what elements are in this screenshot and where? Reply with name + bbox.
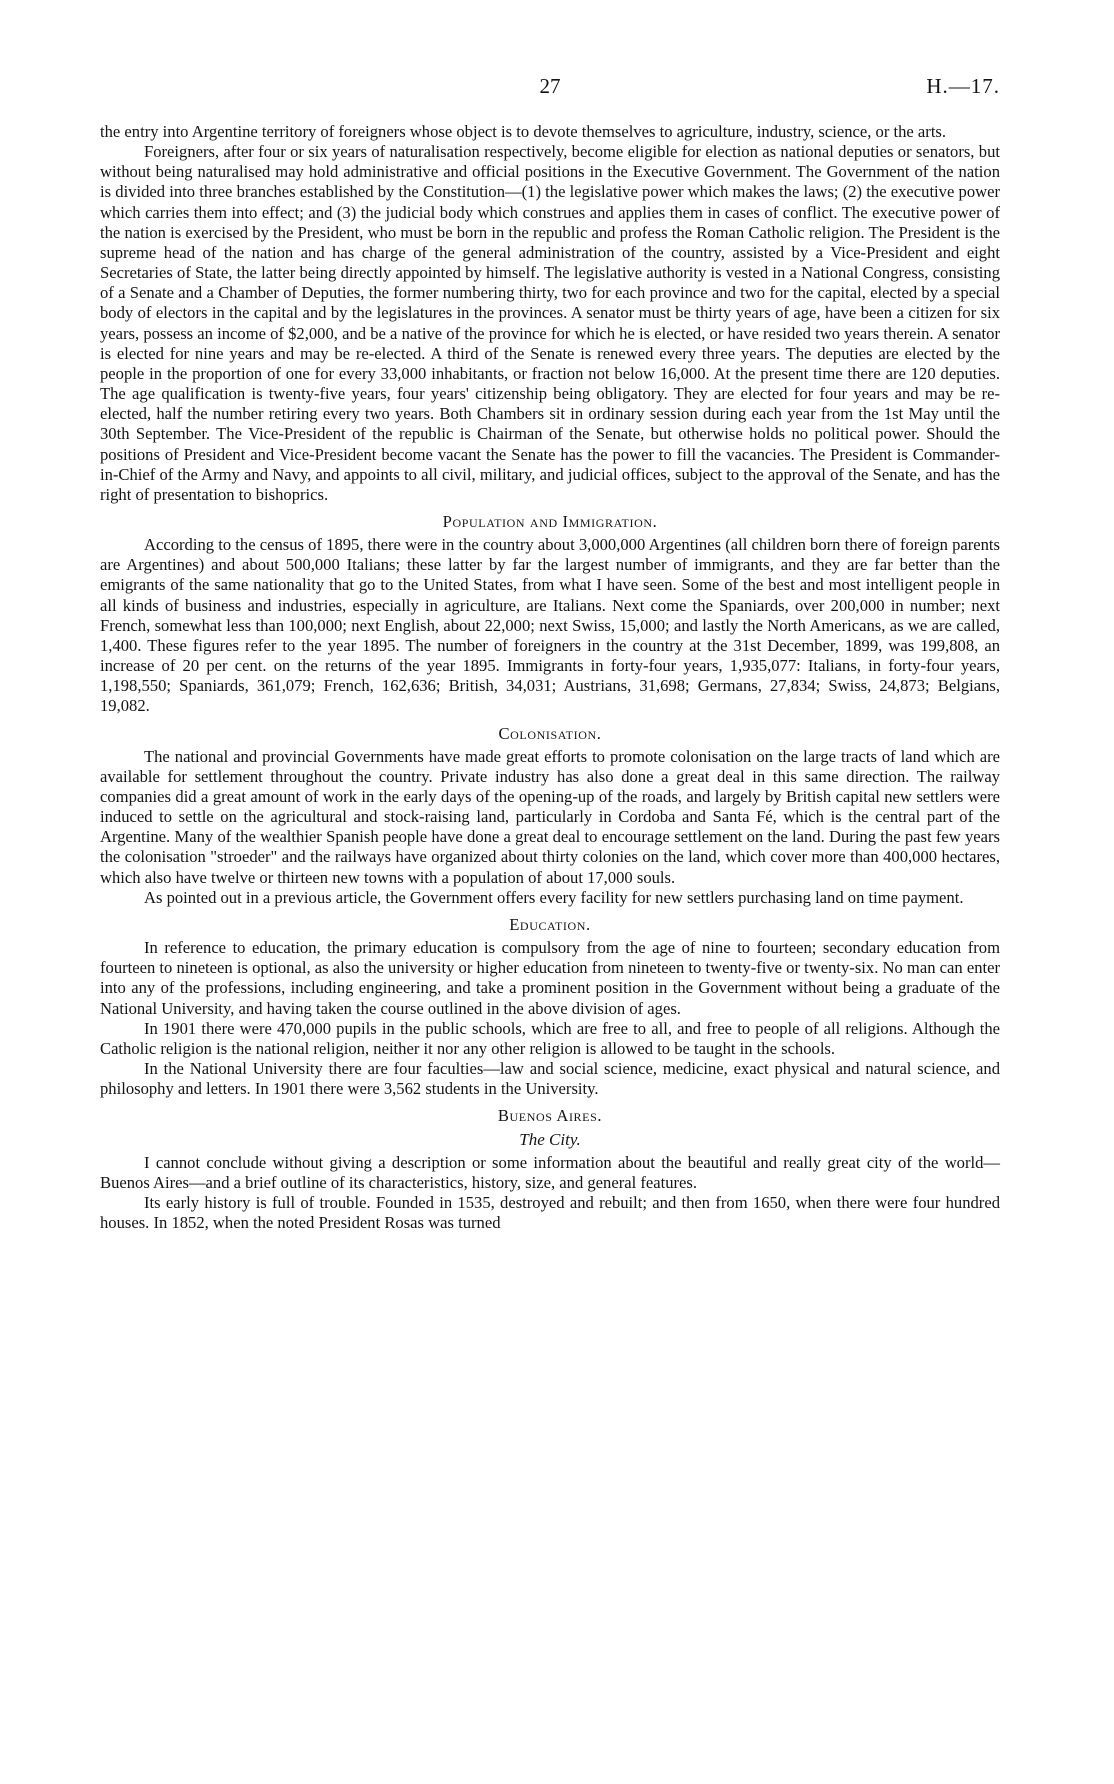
paragraph-continuation: the entry into Argentine territory of foreigners whose object is to devote themselves to agriculture, industry, science, or the arts. [100, 122, 947, 141]
paragraph-government: Foreigners, after four or six years of naturalisation respectively, become eligible for election as national deputies or senators, but without being naturalised may hold administrative and official positions in the Executive Government. The Government of the nation is divided into three branches established by the Constitution—(1) the legislative power which makes the laws; (2) the executive power which carries them into effect; and (3) the judicial body which construes and applies them in cases of conflict. The executive power of the nation is exercised by the President, who must be born in the republic and profess the Roman Catholic religion. The President is the supreme head of the nation and has charge of the general administration of the country, assisted by a Vice-President and eight Secretaries of State, the latter being directly appointed by himself. The legislative authority is vested in a National Congress, consisting of a Senate and a Chamber of Deputies, the former numbering thirty, two for each province and two for the capital, elected by a special body of electors in the capital and by the legislatures in the provinces. A senator must be thirty years of age, have been a citizen for six years, possess an income of $2,000, and be a native of the province for which he is elected, or have resided two years therein. A senator is elected for nine years and may be re-elected. A third of the Senate is renewed every three years. The deputies are elected by the people in the proportion of one for every 33,000 inhabitants, or fraction not below 16,000. At the present time there are 120 deputies. The age qualification is twenty-five years, four years' citizenship being obligatory. They are elected for four years and may be re-elected, half the number retiring every two years. Both Chambers sit in ordinary session during each year from the 1st May until the 30th September. The Vice-President of the republic is Chairman of the Senate, but otherwise holds no political power. Should the positions of President and Vice-President become vacant the Senate has the power to fill the vacancies. The President is Commander-in-Chief of the Army and Navy, and appoints to all civil, military, and judicial offices, subject to the approval of the Senate, and has the right of presentation to bishoprics. [100, 142, 1000, 504]
section-heading-colonisation: Colonisation. [498, 723, 602, 743]
document-reference: H.—17. [926, 74, 1000, 98]
paragraph-population: According to the census of 1895, there were in the country about 3,000,000 Argentines (all children born there of foreign parents are Argentines) and about 500,000 Italians; these latter by far the largest number of immigrants, and they are far better than the emigrants of the same nationality that go to the United States, from what I have seen. Some of the best and most intelligent people in all kinds of business and industries, especially in agriculture, are Italians. Next come the Spaniards, over 200,000 in number; next French, somewhat less than 100,000; next English, about 22,000; next Swiss, 15,000; and lastly the North Americans, as we are called, 1,400. These figures refer to the year 1895. The number of foreigners in the country at the 31st December, 1899, was 199,808, an increase of 20 per cent. on the returns of the year 1895. Immigrants in forty-four years, 1,935,077: Italians, in forty-four years, 1,198,550; Spaniards, 361,079; French, 162,636; British, 34,031; Austrians, 31,698; Germans, 27,834; Swiss, 24,873; Belgians, 19,082. [100, 535, 1000, 716]
paragraph-colonisation-2: As pointed out in a previous article, the Government offers every facility for new settlers purchasing land on time payment. [144, 887, 964, 907]
page-header [100, 74, 1000, 102]
paragraph-education-3: In the National University there are four faculties—law and social science, medicine, exact physical and natural science, and philosophy and letters. In 1901 there were 3,562 students in the University. [100, 1059, 1000, 1099]
paragraph-buenos-aires-2: Its early history is full of trouble. Founded in 1535, destroyed and rebuilt; and then from 1650, when there were four hundred houses. In 1852, when the noted President Rosas was turned [100, 1192, 1000, 1233]
section-heading-buenos-aires: Buenos Aires. [497, 1106, 603, 1126]
body-text [100, 122, 1000, 1233]
paragraph-education-1: In reference to education, the primary education is compulsory from the age of nine to fourteen; secondary education from fourteen to nineteen is optional, as also the university or higher education from nineteen to twenty-five or twenty-six. No man can enter into any of the professions, including engineering, and take a prominent position in the Government without being a graduate of the National University, and having taken the course outlined in the above division of ages. [100, 938, 1000, 1018]
page-number: 27 [539, 74, 561, 98]
section-heading-education: Education. [509, 914, 591, 934]
paragraph-colonisation-1: The national and provincial Governments have made great efforts to promote colonisation on the large tracts of land which are available for settlement throughout the country. Private industry has also done a great deal in this same direction. The railway companies did a great amount of work in the early days of the opening-up of the roads, and largely by British capital new settlers were induced to settle on the agricultural and stock-raising land, particularly in Cordoba and Santa Fé, which is the central part of the Argentine. Many of the wealthier Spanish people have done a great deal to encourage settlement on the land. During the past few years the colonisation "stroeder" and the railways have organized about thirty colonies on the land, which cover more than 400,000 hectares, which also have twelve or thirteen new towns with a population of about 17,000 souls. [100, 746, 1000, 887]
section-subheading-city: The City. [519, 1129, 581, 1149]
section-heading-population: Population and Immigration. [442, 511, 658, 531]
paragraph-buenos-aires-1: I cannot conclude without giving a description or some information about the beautiful and really great city of the world—Buenos Aires—and a brief outline of its characteristics, history, size, and general features. [100, 1152, 1000, 1192]
paragraph-education-2: In 1901 there were 470,000 pupils in the public schools, which are free to all, and free to people of all religions. Although the Catholic religion is the national religion, neither it nor any other religion is allowed to be taught in the schools. [100, 1018, 1000, 1058]
